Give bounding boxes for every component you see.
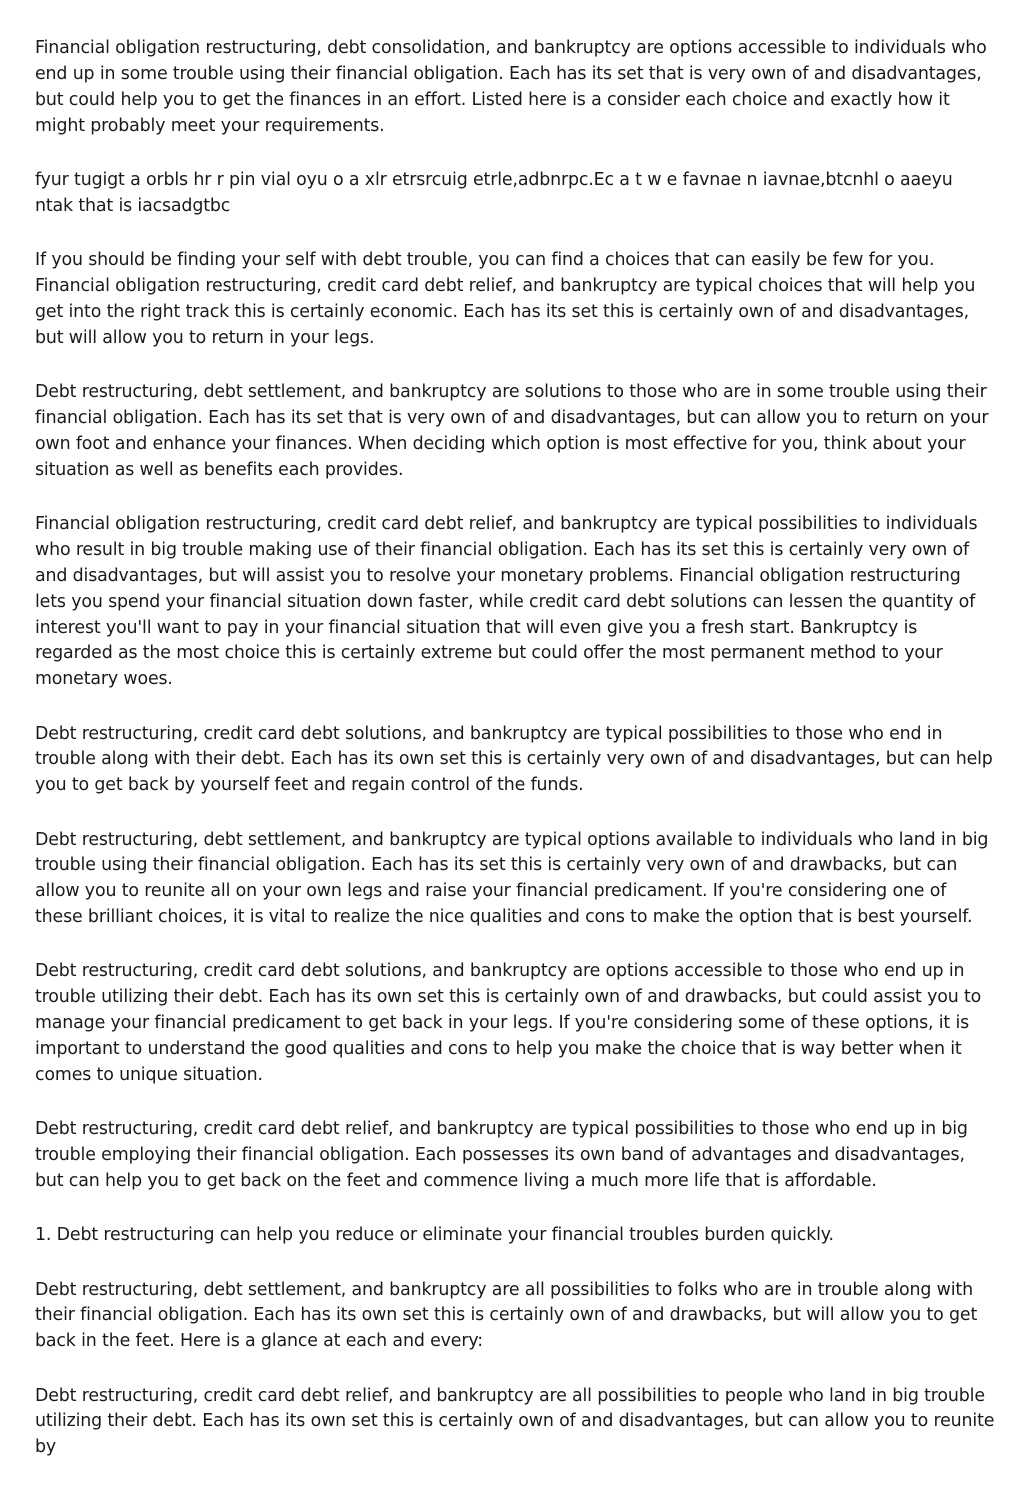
paragraph-7: Debt restructuring, debt settlement, and bankruptcy are typical options available to individuals who land in big trouble using their financial obligation. Each has its set this is certainly very own of and drawbacks, but can allow you to reunite all on your own legs and raise your financial predicament. If you're considering one of these brilliant choices, it is vital to realize the nice qualities and cons to make the option that is best yourself. <box>35 829 989 928</box>
paragraph-4: Debt restructuring, debt settlement, and bankruptcy are solutions to those who are in some trouble using their financial obligation. Each has its set that is very own of and disadvantages, but can allow you to return on your own foot and enhance your finances. When deciding which option is most effective for you, think about your situation as well as benefits each provides. <box>35 381 989 480</box>
paragraph-2: fyur tugigt a orbls hr r pin vial oyu o a xlr etrsrcuig etrle,adbnrpc.Ec a t w e favnae n iavnae,btcnhl o aaeyu ntak that is iacsadgtbc <box>35 169 953 216</box>
list-item-1: 1. Debt restructuring can help you reduce or eliminate your financial troubles burden quickly. <box>35 1225 834 1246</box>
paragraph-6: Debt restructuring, credit card debt solutions, and bankruptcy are typical possibilities to those who end in trouble along with their debt. Each has its own set this is certainly very own of and disadvantages, but can help you to get back by yourself feet and regain control of the funds. <box>35 723 993 796</box>
paragraph-8: Debt restructuring, credit card debt solutions, and bankruptcy are options accessible to those who end up in trouble utilizing their debt. Each has its own set this is certainly own of and drawbacks, but could assist you to manage your financial predicament to get back in your legs. If you're considering some of these options, it is important to understand the good qualities and cons to help you make the choice that is way better when it comes to unique situation. <box>35 961 982 1086</box>
document-body <box>35 36 995 1490</box>
paragraph-9: Debt restructuring, credit card debt relief, and bankruptcy are typical possibilities to those who end up in big trouble employing their financial obligation. Each possesses its own band of advantages and disadvantages, but can help you to get back on the feet and commence living a much more life that is affordable. <box>35 1119 968 1192</box>
paragraph-10: Debt restructuring, debt settlement, and bankruptcy are all possibilities to folks who are in trouble along with their financial obligation. Each has its own set this is certainly own of and drawbacks, but will allow you to get back in the feet. Here is a glance at each and every: <box>35 1279 978 1352</box>
paragraph-1: Financial obligation restructuring, debt consolidation, and bankruptcy are options accessible to individuals who end up in some trouble using their financial obligation. Each has its set that is very own of and disadvantages, but could help you to get the finances in an effort. Listed here is a consider each choice and exactly how it might probably meet your requirements. <box>35 38 987 136</box>
paragraph-3: If you should be finding your self with debt trouble, you can find a choices that can easily be few for you. Financial obligation restructuring, credit card debt relief, and bankruptcy are typical choices that will help you get into the right track this is certainly economic. Each has its set this is certainly own of and disadvantages, but will allow you to return in your legs. <box>35 250 976 348</box>
paragraph-11: Debt restructuring, credit card debt relief, and bankruptcy are all possibilities to people who land in big trouble utilizing their debt. Each has its own set this is certainly own of and disadvantages, but can allow you to reunite by <box>35 1385 995 1458</box>
paragraph-5: Financial obligation restructuring, credit card debt relief, and bankruptcy are typical possibilities to individuals who result in big trouble making use of their financial obligation. Each has its set this is certainly very own of and disadvantages, but will assist you to resolve your monetary problems. Financial obligation restructuring lets you spend your financial situation down faster, while credit card debt solutions can lessen the quantity of interest you'll want to pay in your financial situation that will even give you a fresh start. Bankruptcy is regarded as the most choice this is certainly extreme but could offer the most permanent method to your monetary woes. <box>35 513 978 690</box>
